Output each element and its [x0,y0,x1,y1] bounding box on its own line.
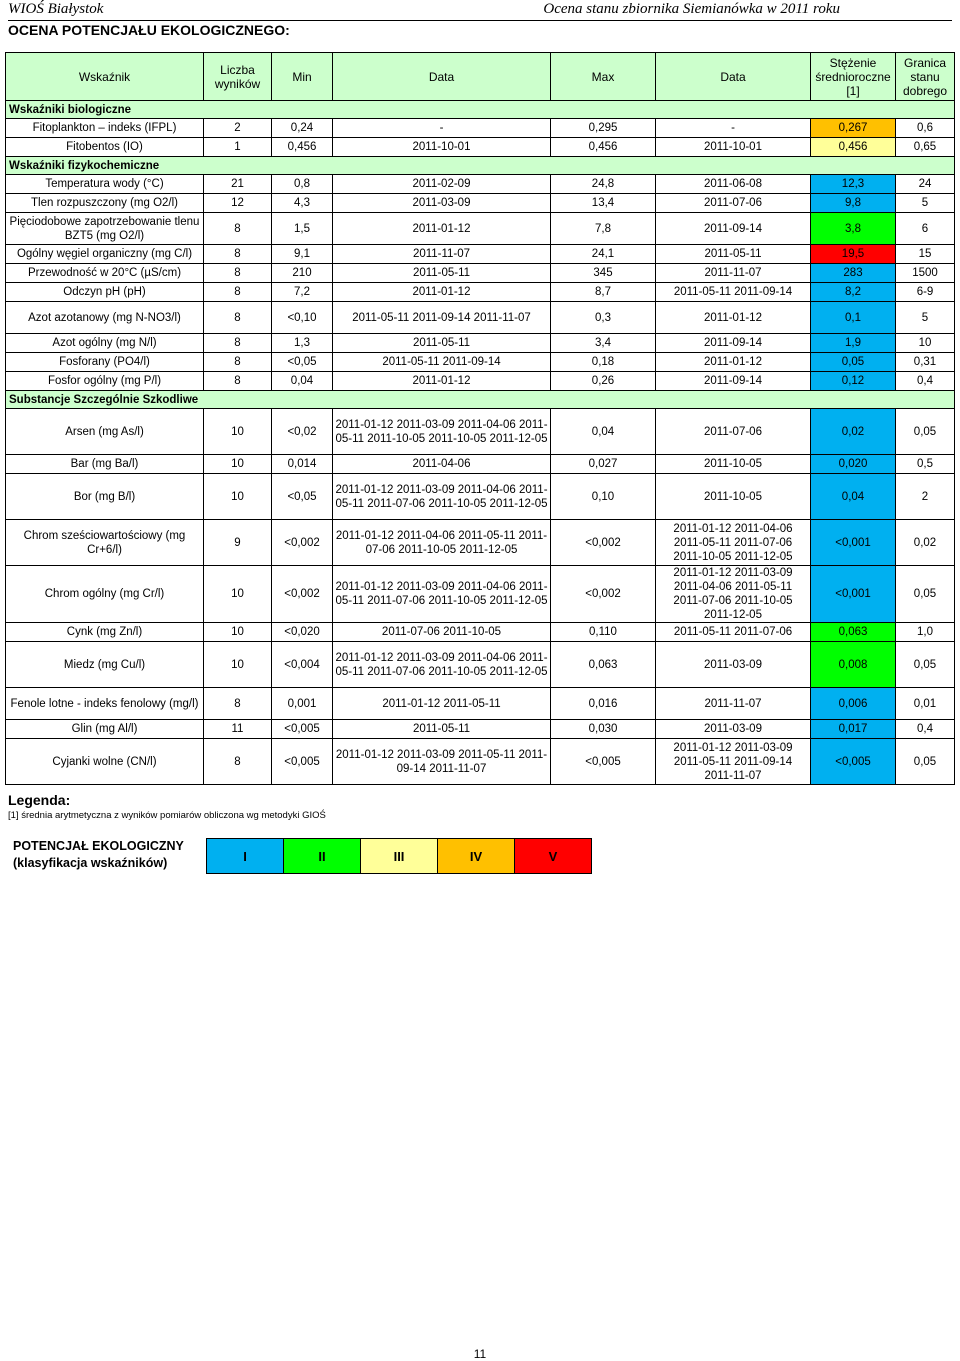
cell-max: 0,3 [551,302,656,334]
cell-min: 7,2 [272,283,333,302]
cell-annual-mean: 0,05 [811,353,896,372]
potential-label [13,838,184,872]
table-row [6,213,955,245]
cell-min: <0,10 [272,302,333,334]
cell-count: 9 [204,520,272,566]
cell-annual-mean: 3,8 [811,213,896,245]
cell-min-date: 2011-01-12 2011-03-09 2011-04-06 2011-05-11 2011-07-06 2011-10-05 2011-12-05 [333,642,551,688]
cell-min: 0,24 [272,119,333,138]
cell-min-date: - [333,119,551,138]
cell-max-date: 2011-01-12 2011-03-09 2011-05-11 2011-09-14 2011-11-07 [656,739,811,785]
cell-annual-mean: 0,12 [811,372,896,391]
cell-annual-mean: 8,2 [811,283,896,302]
class-swatch-iv: IV [438,839,515,874]
cell-indicator: Fenole lotne - indeks fenolowy (mg/l) [6,688,204,720]
cell-max: 0,04 [551,409,656,455]
table-row [6,409,955,455]
cell-good-status-limit: 0,01 [896,688,955,720]
cell-annual-mean: 12,3 [811,175,896,194]
cell-min: 4,3 [272,194,333,213]
cell-good-status-limit: 1,0 [896,623,955,642]
table-row [6,566,955,623]
cell-count: 1 [204,138,272,157]
col-header-min-date: Data [333,53,551,101]
cell-annual-mean: <0,001 [811,566,896,623]
cell-max-date: - [656,119,811,138]
cell-indicator: Tlen rozpuszczony (mg O2/l) [6,194,204,213]
cell-indicator: Fosforany (PO4/l) [6,353,204,372]
cell-max-date: 2011-06-08 [656,175,811,194]
cell-indicator: Pięciodobowe zapotrzebowanie tlenu BZT5 (mg O2/l) [6,213,204,245]
cell-max-date: 2011-07-06 [656,194,811,213]
cell-good-status-limit: 1500 [896,264,955,283]
cell-min: 1,3 [272,334,333,353]
cell-min-date: 2011-07-06 2011-10-05 [333,623,551,642]
cell-min: <0,05 [272,474,333,520]
cell-min-date: 2011-10-01 [333,138,551,157]
section-row [6,157,955,175]
cell-indicator: Azot ogólny (mg N/l) [6,334,204,353]
cell-indicator: Fitobentos (IO) [6,138,204,157]
cell-good-status-limit: 0,05 [896,739,955,785]
cell-good-status-limit: 0,02 [896,520,955,566]
cell-annual-mean: 0,04 [811,474,896,520]
section-row [6,391,955,409]
table-row [6,175,955,194]
cell-min: <0,002 [272,566,333,623]
cell-indicator: Bor (mg B/l) [6,474,204,520]
cell-indicator: Cynk (mg Zn/l) [6,623,204,642]
cell-min-date: 2011-01-12 [333,213,551,245]
cell-min-date: 2011-05-11 [333,334,551,353]
cell-count: 8 [204,283,272,302]
cell-min: 1,5 [272,213,333,245]
cell-max: 0,027 [551,455,656,474]
cell-indicator: Odczyn pH (pH) [6,283,204,302]
cell-count: 8 [204,739,272,785]
cell-min: <0,002 [272,520,333,566]
section-row [6,101,955,119]
cell-good-status-limit: 5 [896,194,955,213]
cell-good-status-limit: 0,4 [896,372,955,391]
table-row [6,194,955,213]
cell-max-date: 2011-10-01 [656,138,811,157]
cell-good-status-limit: 15 [896,245,955,264]
cell-indicator: Arsen (mg As/l) [6,409,204,455]
table-row [6,119,955,138]
cell-max: 0,016 [551,688,656,720]
cell-annual-mean: 0,020 [811,455,896,474]
cell-count: 8 [204,245,272,264]
potential-label-line2: (klasyfikacja wskaźników) [13,856,168,870]
cell-min-date: 2011-01-12 2011-03-09 2011-04-06 2011-05-11 2011-07-06 2011-10-05 2011-12-05 [333,474,551,520]
cell-good-status-limit: 5 [896,302,955,334]
cell-min: 0,456 [272,138,333,157]
cell-min: <0,005 [272,739,333,785]
cell-min-date: 2011-05-11 [333,720,551,739]
section-title: Substancje Szczególnie Szkodliwe [6,391,955,409]
cell-max: 8,7 [551,283,656,302]
cell-min: <0,02 [272,409,333,455]
cell-max: 0,110 [551,623,656,642]
cell-min: <0,004 [272,642,333,688]
cell-count: 10 [204,566,272,623]
cell-good-status-limit: 0,65 [896,138,955,157]
cell-good-status-limit: 0,31 [896,353,955,372]
cell-count: 8 [204,688,272,720]
cell-annual-mean: 0,006 [811,688,896,720]
cell-max: 7,8 [551,213,656,245]
section-title: Wskaźniki biologiczne [6,101,955,119]
cell-min-date: 2011-05-11 2011-09-14 [333,353,551,372]
cell-max: 13,4 [551,194,656,213]
cell-indicator: Azot azotanowy (mg N-NO3/l) [6,302,204,334]
page-number: 11 [473,1347,487,1361]
cell-annual-mean: <0,005 [811,739,896,785]
table-row [6,474,955,520]
cell-max-date: 2011-11-07 [656,264,811,283]
cell-annual-mean: 0,1 [811,302,896,334]
cell-max: 24,1 [551,245,656,264]
cell-count: 8 [204,213,272,245]
class-swatch-ii: II [284,839,361,874]
cell-max-date: 2011-05-11 [656,245,811,264]
cell-max-date: 2011-09-14 [656,213,811,245]
cell-min: 210 [272,264,333,283]
cell-annual-mean: <0,001 [811,520,896,566]
class-swatch-i: I [207,839,284,874]
cell-count: 10 [204,455,272,474]
col-header-count: Liczba wyników [204,53,272,101]
cell-min: <0,05 [272,353,333,372]
cell-annual-mean: 283 [811,264,896,283]
table-row [6,642,955,688]
header-report-title: Ocena stanu zbiornika Siemianówka w 2011 roku [543,1,840,17]
table-row [6,372,955,391]
col-header-max: Max [551,53,656,101]
cell-max: <0,002 [551,520,656,566]
cell-max: 345 [551,264,656,283]
cell-indicator: Glin (mg Al/l) [6,720,204,739]
cell-max: 0,10 [551,474,656,520]
cell-annual-mean: 0,02 [811,409,896,455]
cell-min-date: 2011-01-12 [333,372,551,391]
table-row [6,283,955,302]
cell-min: 0,04 [272,372,333,391]
cell-max: 0,063 [551,642,656,688]
cell-good-status-limit: 24 [896,175,955,194]
col-header-good-status-limit: Granica stanu dobrego [896,53,955,101]
cell-annual-mean: 0,017 [811,720,896,739]
cell-min: 0,001 [272,688,333,720]
cell-annual-mean: 1,9 [811,334,896,353]
table-header-row [6,53,955,101]
cell-max-date: 2011-09-14 [656,372,811,391]
table-row [6,302,955,334]
table-row [6,520,955,566]
cell-indicator: Ogólny węgiel organiczny (mg C/l) [6,245,204,264]
cell-annual-mean: 0,456 [811,138,896,157]
cell-indicator: Chrom sześciowartościowy (mg Cr+6/l) [6,520,204,566]
cell-min: <0,020 [272,623,333,642]
table-row [6,245,955,264]
cell-count: 10 [204,474,272,520]
cell-indicator: Chrom ogólny (mg Cr/l) [6,566,204,623]
table-row [6,264,955,283]
cell-min-date: 2011-05-11 2011-09-14 2011-11-07 [333,302,551,334]
col-header-max-date: Data [656,53,811,101]
class-swatch-iii: III [361,839,438,874]
cell-annual-mean: 9,8 [811,194,896,213]
cell-max-date: 2011-01-12 2011-03-09 2011-04-06 2011-05-11 2011-07-06 2011-10-05 2011-12-05 [656,566,811,623]
cell-max-date: 2011-05-11 2011-09-14 [656,283,811,302]
cell-min: 9,1 [272,245,333,264]
cell-min-date: 2011-11-07 [333,245,551,264]
cell-max-date: 2011-01-12 [656,353,811,372]
cell-good-status-limit: 10 [896,334,955,353]
cell-annual-mean: 0,267 [811,119,896,138]
cell-count: 8 [204,353,272,372]
cell-count: 8 [204,264,272,283]
cell-count: 10 [204,642,272,688]
cell-max-date: 2011-01-12 [656,302,811,334]
cell-max-date: 2011-10-05 [656,455,811,474]
cell-min-date: 2011-02-09 [333,175,551,194]
cell-good-status-limit: 6-9 [896,283,955,302]
cell-max-date: 2011-09-14 [656,334,811,353]
cell-max: 24,8 [551,175,656,194]
cell-count: 2 [204,119,272,138]
cell-indicator: Przewodność w 20°C (µS/cm) [6,264,204,283]
table-row [6,739,955,785]
class-swatch-v: V [515,839,592,874]
table-row [6,353,955,372]
cell-max-date: 2011-11-07 [656,688,811,720]
cell-indicator: Fosfor ogólny (mg P/l) [6,372,204,391]
potential-label-line1: POTENCJAŁ EKOLOGICZNY [13,839,184,853]
cell-min-date: 2011-01-12 [333,283,551,302]
cell-good-status-limit: 2 [896,474,955,520]
legend-note: [1] średnia arytmetyczna z wyników pomiarów obliczona wg metodyki GIOŚ [8,810,326,821]
cell-count: 8 [204,302,272,334]
cell-count: 8 [204,372,272,391]
cell-min: <0,005 [272,720,333,739]
legend-title: Legenda: [8,792,71,808]
header-organization: WIOŚ Białystok [8,1,104,17]
cell-max: 0,456 [551,138,656,157]
cell-good-status-limit: 0,05 [896,566,955,623]
cell-good-status-limit: 0,05 [896,642,955,688]
cell-max: 0,030 [551,720,656,739]
col-header-annual-mean: Stężenie średnioroczne [1] [811,53,896,101]
cell-indicator: Bar (mg Ba/l) [6,455,204,474]
cell-good-status-limit: 0,5 [896,455,955,474]
cell-good-status-limit: 0,4 [896,720,955,739]
cell-max: 0,18 [551,353,656,372]
cell-count: 12 [204,194,272,213]
cell-min-date: 2011-03-09 [333,194,551,213]
cell-indicator: Cyjanki wolne (CN/l) [6,739,204,785]
cell-indicator: Temperatura wody (°C) [6,175,204,194]
table-row [6,334,955,353]
cell-max: 0,26 [551,372,656,391]
cell-indicator: Fitoplankton – indeks (IFPL) [6,119,204,138]
cell-max: <0,002 [551,566,656,623]
cell-max-date: 2011-07-06 [656,409,811,455]
cell-max-date: 2011-10-05 [656,474,811,520]
cell-max-date: 2011-05-11 2011-07-06 [656,623,811,642]
cell-indicator: Miedz (mg Cu/l) [6,642,204,688]
table-row [6,455,955,474]
cell-max: 0,295 [551,119,656,138]
cell-min-date: 2011-01-12 2011-03-09 2011-04-06 2011-05-11 2011-07-06 2011-10-05 2011-12-05 [333,566,551,623]
table-row [6,720,955,739]
table-row [6,688,955,720]
cell-min: 0,014 [272,455,333,474]
cell-max-date: 2011-03-09 [656,642,811,688]
cell-min-date: 2011-01-12 2011-05-11 [333,688,551,720]
cell-min-date: 2011-01-12 2011-03-09 2011-05-11 2011-09-14 2011-11-07 [333,739,551,785]
cell-good-status-limit: 0,6 [896,119,955,138]
cell-annual-mean: 0,008 [811,642,896,688]
cell-count: 21 [204,175,272,194]
col-header-indicator: Wskaźnik [6,53,204,101]
cell-count: 10 [204,409,272,455]
potential-classes [206,838,592,874]
section-title: Wskaźniki fizykochemiczne [6,157,955,175]
cell-min-date: 2011-04-06 [333,455,551,474]
cell-max: 3,4 [551,334,656,353]
cell-annual-mean: 0,063 [811,623,896,642]
page-title: OCENA POTENCJAŁU EKOLOGICZNEGO: [8,22,290,38]
page-header [8,0,952,21]
cell-min-date: 2011-01-12 2011-03-09 2011-04-06 2011-05-11 2011-10-05 2011-10-05 2011-12-05 [333,409,551,455]
cell-min-date: 2011-01-12 2011-04-06 2011-05-11 2011-07-06 2011-10-05 2011-12-05 [333,520,551,566]
cell-count: 8 [204,334,272,353]
cell-max-date: 2011-01-12 2011-04-06 2011-05-11 2011-07-06 2011-10-05 2011-12-05 [656,520,811,566]
assessment-table [5,52,955,785]
cell-max-date: 2011-03-09 [656,720,811,739]
cell-min-date: 2011-05-11 [333,264,551,283]
cell-annual-mean: 19,5 [811,245,896,264]
cell-min: 0,8 [272,175,333,194]
table-row [6,138,955,157]
col-header-min: Min [272,53,333,101]
cell-count: 10 [204,623,272,642]
table-row [6,623,955,642]
cell-count: 11 [204,720,272,739]
cell-good-status-limit: 6 [896,213,955,245]
cell-max: <0,005 [551,739,656,785]
cell-good-status-limit: 0,05 [896,409,955,455]
